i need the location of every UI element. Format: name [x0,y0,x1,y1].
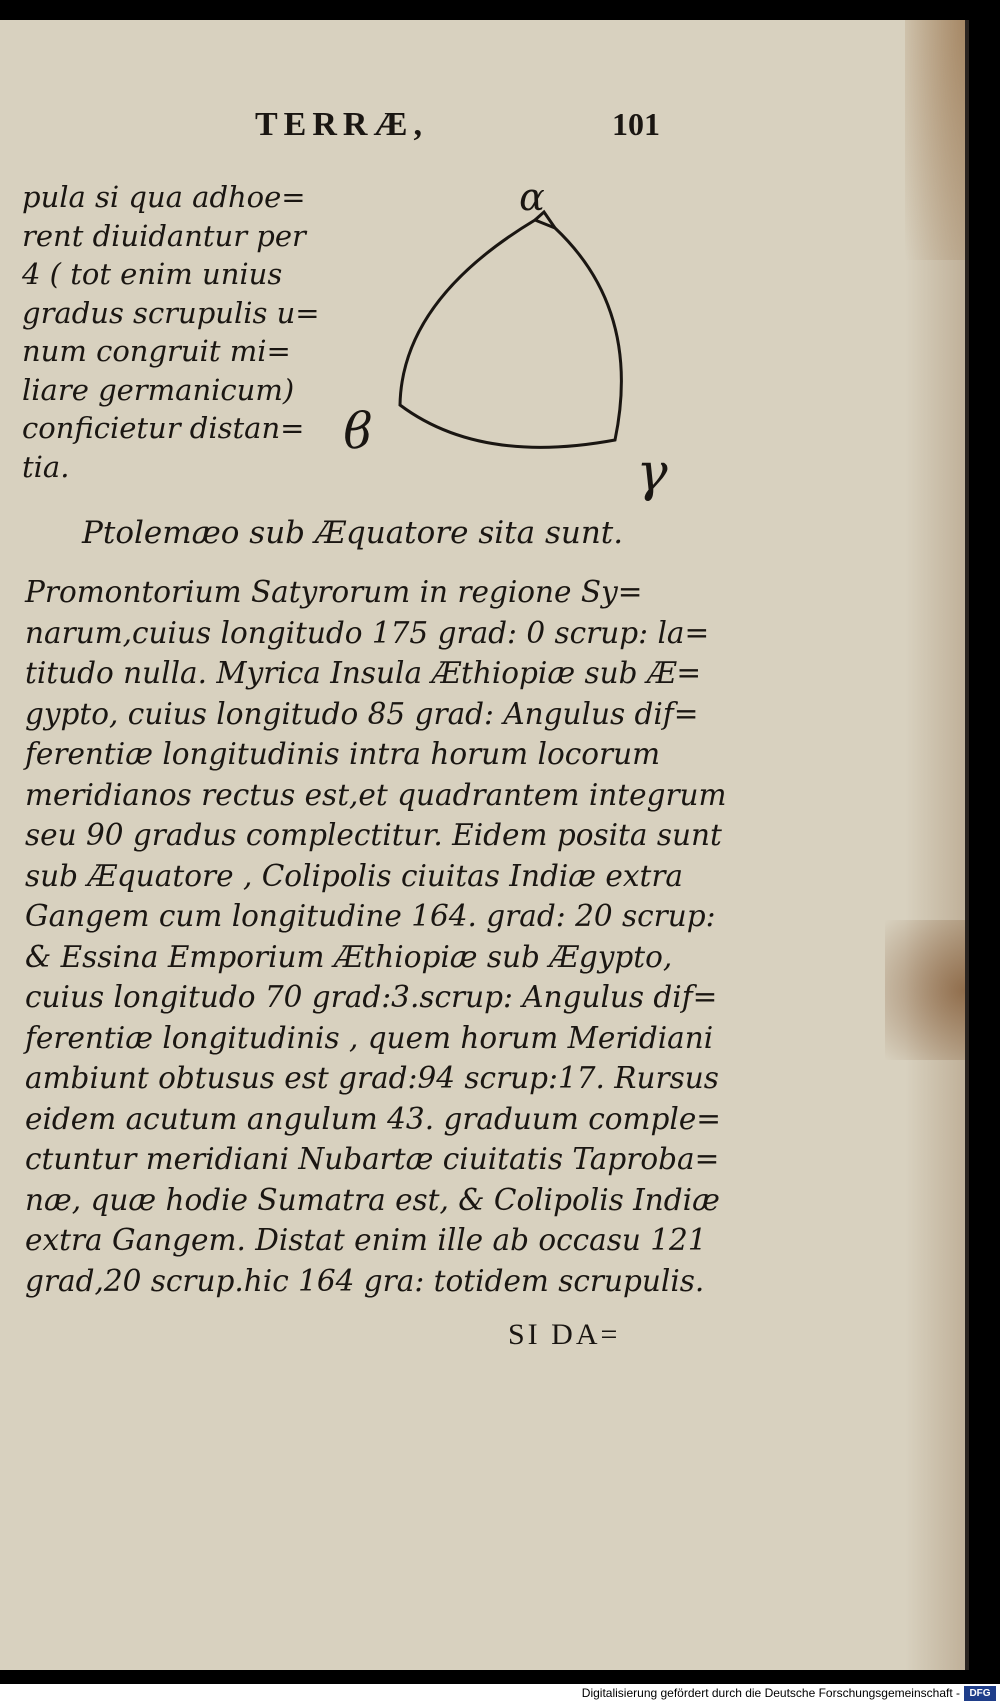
body-line: ctuntur meridiani Nubartæ ciuitatis Taproba= [25,1142,720,1176]
digitization-footer [0,1684,1000,1704]
side-note-line: conficietur distan= [22,411,305,445]
section-heading: Ptolemæo sub Æquatore sita sunt. [82,515,624,551]
body-line: sub Æquatore , Colipolis ciuitas Indiæ extra [25,858,684,893]
body-line: grad,20 scrup.hic 164 gra: totidem scrupulis. [25,1263,705,1298]
footer-credit: Digitalisierung gefördert durch die Deutsche Forschungsgemeinschaft - [581,1686,960,1700]
side-note-line: num congruit mi= [22,334,291,368]
side-note-line: gradus scrupulis u= [22,295,320,330]
body-line: seu 90 gradus complectitur. Eidem posita sunt [25,818,722,852]
side-note-line: 4 ( tot enim unius [22,257,283,291]
body-line: gypto, cuius longitudo 85 grad: Angulus dif= [25,696,699,731]
vertex-label-beta: ϐ [343,402,373,460]
triangle-outline [400,220,621,447]
body-line: eidem acutum angulum 43. graduum comple= [25,1101,722,1136]
vertex-label-gamma: γ [636,443,668,503]
body-line: Gangem cum longitudine 164. grad: 20 scrup: [25,899,716,933]
spherical-triangle-diagram [330,180,730,520]
side-note-line: pula si qua adhoe= [22,180,306,214]
body-line: næ, quæ hodie Sumatra est, & Colipolis Indiæ [25,1182,720,1217]
body-line: narum,cuius longitudo 175 grad: 0 scrup: la= [25,615,710,650]
body-line: ambiunt obtusus est grad:94 scrup:17. Rursus [25,1061,719,1095]
dfg-logo: DFG [964,1686,996,1701]
side-note-line: liare germanicum) [22,372,295,407]
side-note-line: rent diuidantur per [22,218,306,253]
side-note [22,178,320,486]
page-number: 101 [612,106,660,142]
catchword: SI DA= [508,1318,621,1351]
side-note-line: tia. [22,449,70,484]
body-line: meridianos rectus est,et quadrantem integrum [25,777,727,812]
page-stain-middle [885,920,965,1060]
vertex-label-alpha: α [519,180,545,219]
body-line: & Essina Emporium Æthiopiæ sub Ægypto, [25,939,673,974]
body-line: ferentiæ longitudinis intra horum locorum [25,737,661,771]
running-title: TERRÆ, [255,106,428,143]
body-text [25,572,727,1301]
body-line: titudo nulla. Myrica Insula Æthiopiæ sub Æ= [25,656,702,690]
body-line: extra Gangem. Distat enim ille ab occasu 121 [25,1223,707,1257]
body-line: cuius longitudo 70 grad:3.scrup: Angulus dif= [25,980,718,1014]
body-line: Promontorium Satyrorum in regione Sy= [25,575,643,609]
body-line: ferentiæ longitudinis , quem horum Meridiani [25,1020,714,1055]
book-page [0,20,969,1670]
page-stain-top [905,20,965,260]
triangle-figure [330,180,730,520]
